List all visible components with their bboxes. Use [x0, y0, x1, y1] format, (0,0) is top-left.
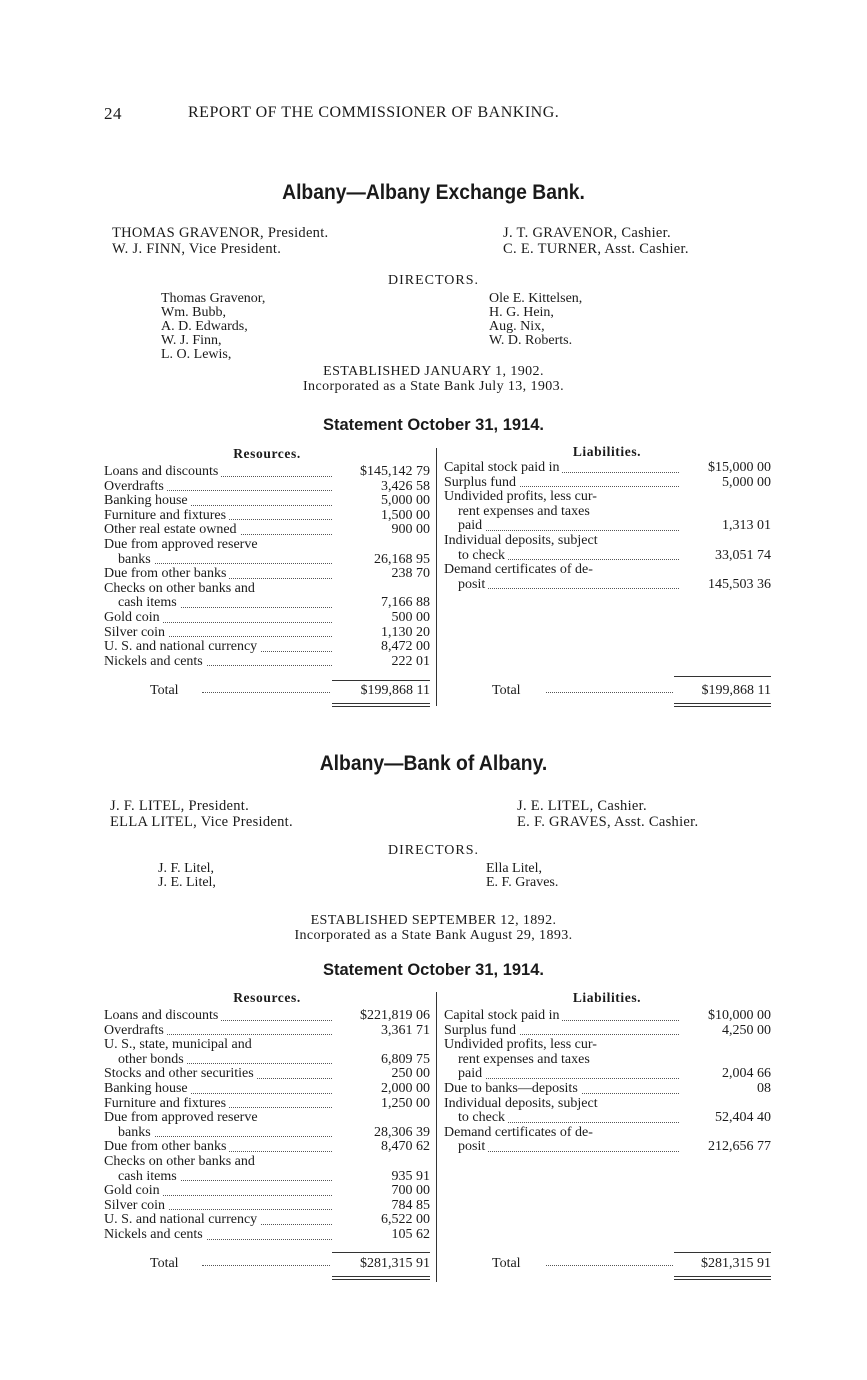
directors-right: [486, 862, 558, 890]
row-label: Furniture and fixtures: [104, 1097, 229, 1111]
director: Thomas Gravenor,: [161, 291, 266, 306]
officers-right: [517, 798, 698, 830]
director: W. J. Finn,: [161, 333, 222, 348]
establishment-info: [0, 913, 867, 943]
liabilities-total: $281,315 91: [701, 1256, 771, 1271]
established-date: ESTABLISHED JANUARY 1, 1902.: [323, 364, 544, 379]
liability-row: [444, 578, 771, 593]
row-amount: 52,404 40: [715, 1110, 771, 1126]
liability-row: [444, 1024, 771, 1039]
officer-cashier: J. E. LITEL, Cashier.: [517, 798, 647, 814]
resource-row: [104, 553, 430, 568]
row-label: Surplus fund: [444, 1024, 519, 1038]
officer-president: THOMAS GRAVENOR, President.: [112, 225, 329, 241]
resource-row: [104, 1199, 430, 1214]
double-rule: [332, 703, 430, 707]
row-label: Due from other banks: [104, 567, 229, 581]
row-label: to check: [458, 1111, 508, 1125]
row-amount: 8,472 00: [381, 639, 430, 655]
liabilities-table: [444, 1009, 771, 1155]
bank-title: Albany—Albany Exchange Bank.: [282, 181, 585, 204]
officer-asst-cashier: C. E. TURNER, Asst. Cashier.: [503, 241, 689, 257]
liability-row: [444, 1067, 771, 1082]
row-label: Silver coin: [104, 626, 168, 640]
row-label: Other real estate owned: [104, 523, 240, 537]
resources-heading: Resources.: [233, 446, 301, 461]
row-amount: 33,051 74: [715, 547, 771, 563]
liability-row: [444, 519, 771, 534]
officer-asst-cashier: E. F. GRAVES, Asst. Cashier.: [517, 814, 699, 830]
row-label: Furniture and fixtures: [104, 509, 229, 523]
row-amount: 145,503 36: [708, 576, 771, 592]
row-amount: 222 01: [391, 653, 430, 669]
resource-row: [104, 1009, 430, 1024]
row-label: Undivided profits, less cur-: [444, 1038, 600, 1052]
resources-table: [104, 465, 430, 669]
director: Ella Litel,: [486, 861, 542, 876]
row-amount: 4,250 00: [722, 1022, 771, 1038]
row-amount: 8,470 62: [381, 1139, 430, 1155]
director: H. G. Hein,: [489, 305, 554, 320]
liabilities-table: [444, 461, 771, 592]
bank-title: Albany—Bank of Albany.: [319, 752, 548, 775]
liability-row: [444, 1038, 771, 1053]
total-rule: [332, 1252, 430, 1253]
director: Wm. Bubb,: [161, 305, 226, 320]
resource-row: [104, 1228, 430, 1243]
report-title: REPORT OF THE COMMISSIONER OF BANKING.: [188, 104, 560, 121]
row-label: posit: [458, 1140, 488, 1154]
double-rule: [332, 1276, 430, 1280]
row-label: posit: [458, 578, 488, 592]
directors-right: [489, 292, 582, 348]
column-divider: [436, 992, 437, 1282]
row-amount: 28,306 39: [374, 1124, 430, 1140]
row-label: Due to banks—deposits: [444, 1082, 581, 1096]
row-label: rent expenses and taxes: [458, 505, 593, 519]
row-amount: 238 70: [391, 566, 430, 582]
row-label: Due from approved reserve: [104, 1111, 261, 1125]
liability-row: [444, 563, 771, 578]
row-amount: $221,819 06: [360, 1008, 430, 1023]
liabilities-total: $199,868 11: [701, 683, 771, 698]
resource-row: [104, 1184, 430, 1199]
row-amount: 5,000 00: [381, 493, 430, 509]
row-label: paid: [458, 519, 485, 533]
row-label: Checks on other banks and: [104, 1155, 258, 1169]
resource-row: [104, 1082, 430, 1097]
resource-row: [104, 1140, 430, 1155]
officer-president: J. F. LITEL, President.: [110, 798, 250, 814]
liabilities-heading: Liabilities.: [572, 990, 642, 1005]
resource-row: [104, 538, 430, 553]
row-label: Individual deposits, subject: [444, 1097, 601, 1111]
double-rule: [674, 1276, 771, 1280]
row-amount: 3,426 58: [381, 478, 430, 494]
resource-row: [104, 1126, 430, 1141]
row-label: paid: [458, 1067, 485, 1081]
row-label: banks: [118, 1126, 154, 1140]
director: A. D. Edwards,: [161, 319, 248, 334]
row-label: Undivided profits, less cur-: [444, 490, 600, 504]
resource-row: [104, 1213, 430, 1228]
total-label: Total: [150, 1256, 179, 1271]
total-label: Total: [150, 683, 179, 698]
resource-row: [104, 1170, 430, 1185]
column-divider: [436, 448, 437, 706]
resource-row: [104, 1097, 430, 1112]
director: L. O. Lewis,: [161, 347, 232, 362]
established-date: ESTABLISHED SEPTEMBER 12, 1892.: [310, 913, 557, 928]
director: Aug. Nix,: [489, 319, 545, 334]
director: E. F. Graves.: [486, 875, 559, 890]
officers-left: [112, 225, 328, 257]
row-amount: 1,130 20: [381, 624, 430, 640]
row-amount: 105 62: [391, 1226, 430, 1242]
row-amount: 08: [757, 1080, 771, 1096]
total-rule: [674, 676, 771, 677]
row-amount: 700 00: [391, 1183, 430, 1199]
resource-row: [104, 655, 430, 670]
liability-row: [444, 549, 771, 564]
double-rule: [674, 703, 771, 707]
row-label: Due from approved reserve: [104, 538, 261, 552]
liability-row: [444, 490, 771, 505]
statement-title: Statement October 31, 1914.: [322, 416, 544, 434]
liability-row: [444, 534, 771, 549]
officer-vice-president: W. J. FINN, Vice President.: [112, 241, 282, 257]
resource-row: [104, 567, 430, 582]
directors-heading: DIRECTORS.: [387, 273, 480, 288]
row-label: rent expenses and taxes: [458, 1053, 593, 1067]
establishment-info: [0, 364, 867, 394]
row-amount: 5,000 00: [722, 474, 771, 490]
statement-title: Statement October 31, 1914.: [322, 961, 544, 979]
row-label: cash items: [118, 596, 180, 610]
officers-left: [110, 798, 293, 830]
director: J. E. Litel,: [158, 875, 216, 890]
row-label: Gold coin: [104, 611, 163, 625]
row-label: Nickels and cents: [104, 1228, 206, 1242]
row-label: Loans and discounts: [104, 1009, 221, 1023]
row-label: U. S. and national currency: [104, 640, 260, 654]
row-label: Surplus fund: [444, 476, 519, 490]
row-amount: $15,000 00: [708, 460, 771, 475]
resource-row: [104, 1024, 430, 1039]
row-label: Banking house: [104, 494, 191, 508]
liability-row: [444, 461, 771, 476]
liability-row: [444, 1097, 771, 1112]
row-amount: 900 00: [391, 522, 430, 538]
directors-left: [158, 862, 216, 890]
resource-row: [104, 640, 430, 655]
officer-vice-president: ELLA LITEL, Vice President.: [110, 814, 293, 830]
resource-row: [104, 480, 430, 495]
row-label: Silver coin: [104, 1199, 168, 1213]
total-label: Total: [492, 1256, 521, 1271]
resource-row: [104, 626, 430, 641]
resource-row: [104, 509, 430, 524]
resource-row: [104, 1067, 430, 1082]
row-label: Demand certificates of de-: [444, 563, 596, 577]
row-label: Individual deposits, subject: [444, 534, 601, 548]
row-label: U. S. and national currency: [104, 1213, 260, 1227]
row-label: Nickels and cents: [104, 655, 206, 669]
row-label: Banking house: [104, 1082, 191, 1096]
row-amount: 1,500 00: [381, 507, 430, 523]
resource-row: [104, 582, 430, 597]
row-label: Checks on other banks and: [104, 582, 258, 596]
resources-total: $199,868 11: [360, 683, 430, 698]
row-label: to check: [458, 549, 508, 563]
row-amount: 784 85: [391, 1197, 430, 1213]
row-amount: 2,000 00: [381, 1080, 430, 1096]
row-amount: 3,361 71: [381, 1022, 430, 1038]
row-amount: 1,313 01: [722, 518, 771, 534]
resource-row: [104, 596, 430, 611]
director: J. F. Litel,: [158, 861, 215, 876]
resource-row: [104, 494, 430, 509]
row-label: Demand certificates of de-: [444, 1126, 596, 1140]
row-amount: 500 00: [391, 609, 430, 625]
row-label: cash items: [118, 1170, 180, 1184]
liability-row: [444, 476, 771, 491]
liability-row: [444, 505, 771, 520]
row-amount: 26,168 95: [374, 551, 430, 567]
row-label: Due from other banks: [104, 1140, 229, 1154]
resource-row: [104, 465, 430, 480]
row-label: other bonds: [118, 1053, 187, 1067]
row-amount: 212,656 77: [708, 1139, 771, 1155]
row-amount: 6,522 00: [381, 1212, 430, 1228]
resources-table: [104, 1009, 430, 1243]
row-label: Overdrafts: [104, 480, 167, 494]
officers-right: [503, 225, 689, 257]
row-label: Capital stock paid in: [444, 461, 562, 475]
row-label: banks: [118, 553, 154, 567]
resource-row: [104, 1038, 430, 1053]
liability-row: [444, 1126, 771, 1141]
liability-row: [444, 1053, 771, 1068]
officer-cashier: J. T. GRAVENOR, Cashier.: [503, 225, 671, 241]
total-rule: [674, 1252, 771, 1253]
row-amount: 250 00: [391, 1066, 430, 1082]
row-amount: $145,142 79: [360, 464, 430, 479]
row-label: Gold coin: [104, 1184, 163, 1198]
director: W. D. Roberts.: [489, 333, 573, 348]
liability-row: [444, 1140, 771, 1155]
row-label: Stocks and other securities: [104, 1067, 257, 1081]
resource-row: [104, 523, 430, 538]
resource-row: [104, 611, 430, 626]
incorporated-date: Incorporated as a State Bank August 29, 1893.: [294, 928, 573, 943]
row-amount: 7,166 88: [381, 595, 430, 611]
directors-heading: DIRECTORS.: [387, 843, 480, 858]
resources-total: $281,315 91: [360, 1256, 430, 1271]
row-amount: 935 91: [391, 1168, 430, 1184]
page-number: 24: [104, 104, 122, 123]
liability-row: [444, 1009, 771, 1024]
row-amount: 2,004 66: [722, 1066, 771, 1082]
resource-row: [104, 1111, 430, 1126]
row-label: Loans and discounts: [104, 465, 221, 479]
liability-row: [444, 1111, 771, 1126]
total-label: Total: [492, 683, 521, 698]
row-amount: $10,000 00: [708, 1008, 771, 1023]
row-label: U. S., state, municipal and: [104, 1038, 255, 1052]
row-label: Capital stock paid in: [444, 1009, 562, 1023]
row-label: Overdrafts: [104, 1024, 167, 1038]
row-amount: 6,809 75: [381, 1051, 430, 1067]
liability-row: [444, 1082, 771, 1097]
row-amount: 1,250 00: [381, 1095, 430, 1111]
director: Ole E. Kittelsen,: [489, 291, 583, 306]
liabilities-heading: Liabilities.: [572, 444, 642, 459]
directors-left: [161, 292, 265, 362]
resource-row: [104, 1053, 430, 1068]
total-rule: [332, 680, 430, 681]
resources-heading: Resources.: [233, 990, 301, 1005]
incorporated-date: Incorporated as a State Bank July 13, 1903.: [303, 379, 564, 394]
resource-row: [104, 1155, 430, 1170]
